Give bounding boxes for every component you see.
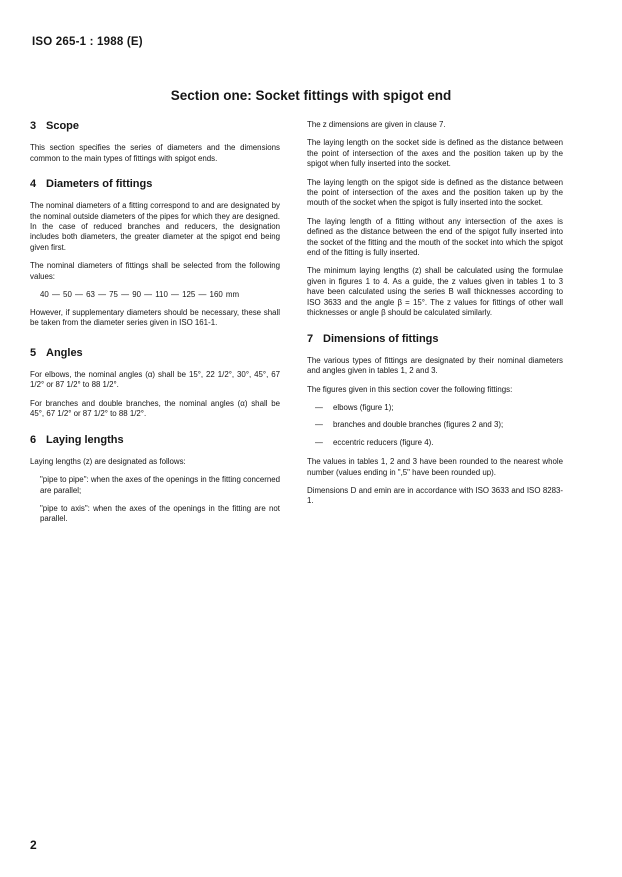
socket-side-definition: The laying length on the socket side is defined as the distance between the point of intersection of the axes and the position taken up by the spigot when fully inserted into the socket. xyxy=(307,138,563,169)
clause-4 xyxy=(30,178,280,329)
z-dimensions-note: The z dimensions are given in clause 7. xyxy=(307,120,446,129)
clause-3-paragraph: This section specifies the series of diameters and the dimensions common to the main types of fittings with spigot ends. xyxy=(30,143,280,163)
list-item-text: branches and double branches (figures 2 and 3); xyxy=(333,420,504,430)
dash-bullet: — xyxy=(315,402,323,412)
clause-6-title: Laying lengths xyxy=(46,433,124,446)
clause-5-paragraph-1: For elbows, the nominal angles (α) shall be 15°, 22 1/2°, 30°, 45°, 67 1/2° or 87 1/2° to 88 1/2°. xyxy=(30,370,280,390)
clause-5-title: Angles xyxy=(46,346,83,359)
page-number: 2 xyxy=(30,838,37,852)
clause-7-paragraph-1: The various types of fittings are designated by their nominal diameters and angles given in tables 1, 2 and 3. xyxy=(307,355,563,376)
list-item xyxy=(307,420,563,430)
clause-7 xyxy=(307,333,563,507)
section-title: Section one: Socket fittings with spigot end xyxy=(170,88,452,103)
left-column xyxy=(30,120,280,533)
list-item xyxy=(307,403,563,413)
clause-6 xyxy=(30,434,280,525)
clause-3 xyxy=(30,120,280,164)
clause-4-paragraph-1: The nominal diameters of a fitting correspond to and are designated by the nominal outside diameters of the pipes for which they are designed. In the case of reduced branches and reducers, the designation includes both diameters, the greater diameter at the spigot end being given first. xyxy=(30,201,280,252)
clause-4-paragraph-3: However, if supplementary diameters should be necessary, these shall be taken from the diameter series given in ISO 161-1. xyxy=(30,308,280,328)
fittings-list xyxy=(307,403,563,448)
document-header: ISO 265-1 : 1988 (E) xyxy=(32,36,143,48)
clause-5-number: 5 xyxy=(30,346,37,359)
clause-5 xyxy=(30,347,280,420)
list-item-text: eccentric reducers (figure 4). xyxy=(333,437,434,447)
dash-bullet: — xyxy=(315,437,323,447)
list-item-text: elbows (figure 1); xyxy=(333,402,394,412)
no-intersection-definition: The laying length of a fitting without any intersection of the axes is defined as the distance between the end of the spigot fully inserted into the socket of the fitting and the mouth of the socket into which the spigot end of the fitting is fully inserted. xyxy=(307,216,563,258)
pipe-to-pipe-definition: "pipe to pipe": when the axes of the openings in the fitting concerned are parallel; xyxy=(40,475,280,495)
clause-4-title: Diameters of fittings xyxy=(46,178,153,190)
clause-7-heading xyxy=(307,333,563,346)
clause-6-paragraph-1: Laying lengths (z) are designated as follows: xyxy=(30,456,186,466)
clause-6-number: 6 xyxy=(30,433,37,446)
spigot-side-definition: The laying length on the spigot side is defined as the distance between the point of intersection of the axes and the position taken up by the mouth of the socket when the spigot is fully inserted into the socket. xyxy=(307,177,563,208)
clause-3-number: 3 xyxy=(30,120,37,132)
clause-3-heading xyxy=(30,120,280,133)
right-column xyxy=(307,120,563,515)
clause-6-heading xyxy=(30,434,280,447)
diameter-series: 40 — 50 — 63 — 75 — 90 — 110 — 125 — 160 mm xyxy=(40,290,240,300)
dash-bullet: — xyxy=(315,420,323,430)
clause-7-title: Dimensions of fittings xyxy=(323,332,439,345)
clause-7-number: 7 xyxy=(307,332,314,345)
dimensions-reference: Dimensions D and emin are in accordance with ISO 3633 and ISO 8283-1. xyxy=(307,485,563,506)
clause-5-paragraph-2: For branches and double branches, the nominal angles (α) shall be 45°, 67 1/2° or 87 1/2° to 88 1/2°. xyxy=(30,398,280,419)
pipe-to-axis-definition: "pipe to axis": when the axes of the openings in the fitting are not parallel. xyxy=(40,504,280,524)
clause-4-number: 4 xyxy=(30,178,37,190)
rounding-note: The values in tables 1, 2 and 3 have been rounded to the nearest whole number (values ending in ",5" have been rounded up). xyxy=(307,457,563,477)
clause-4-paragraph-2: The nominal diameters of fittings shall be selected from the following values: xyxy=(30,261,280,281)
clause-7-paragraph-2: The figures given in this section cover the following fittings: xyxy=(307,384,513,394)
clause-3-title: Scope xyxy=(46,120,80,132)
minimum-laying-lengths: The minimum laying lengths (z) shall be calculated using the formulae given in figures 1 to 4. As a guide, the z values given in tables 1 to 3 have been calculated using the series B wall thicknesses according to ISO 3633 and the angle β = 15°. The z values for fittings of other wall thicknesses or angle β should be calculated similarly. xyxy=(307,266,563,318)
clause-5-heading xyxy=(30,347,280,360)
clause-4-heading xyxy=(30,178,280,191)
list-item xyxy=(307,438,563,448)
